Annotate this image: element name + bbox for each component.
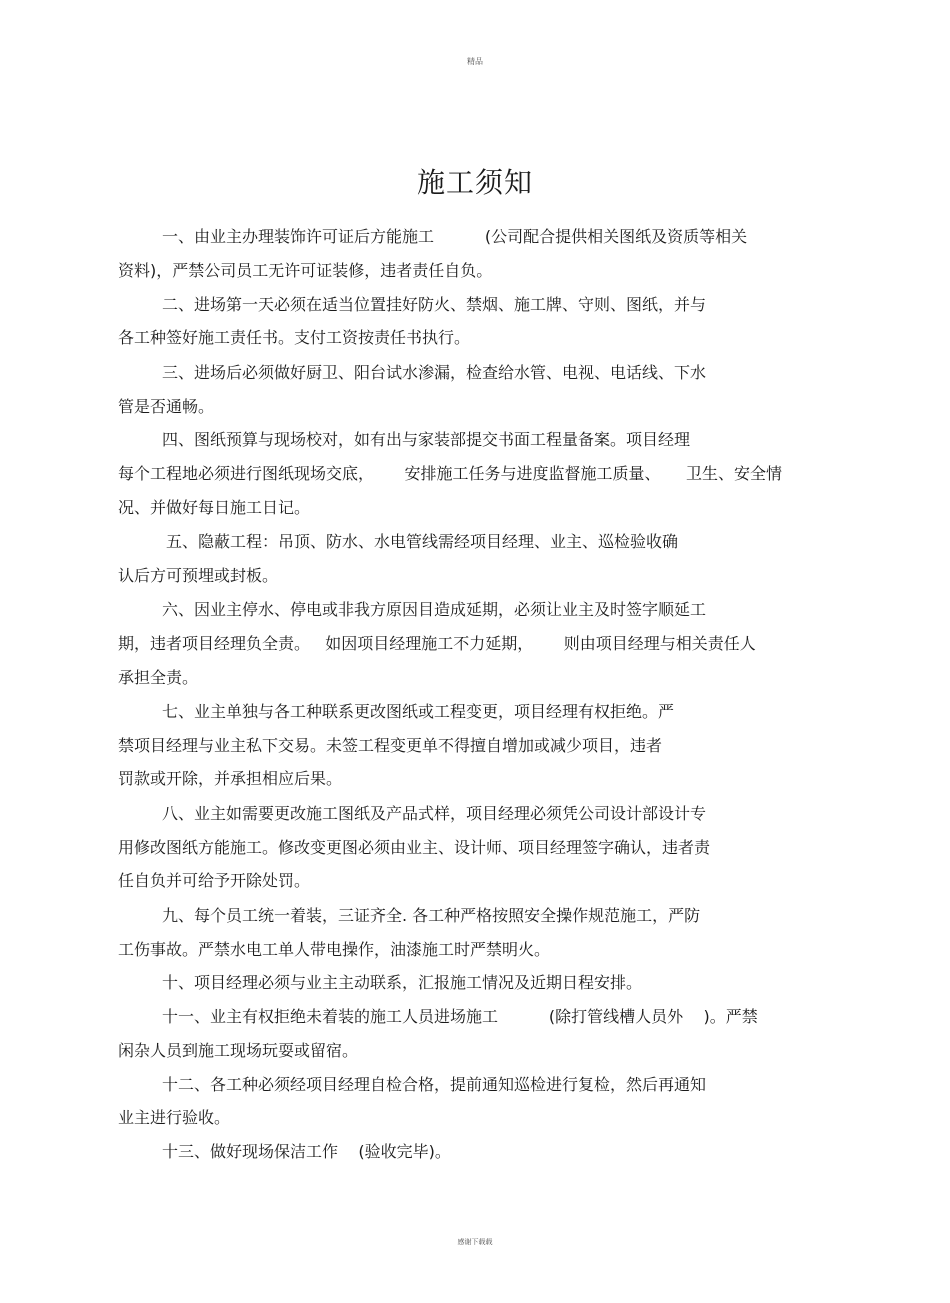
paragraph-line-14: 承担全责。 — [118, 668, 199, 687]
paragraph-line-18: 八、业主如需要更改施工图纸及产品式样，项目经理必须凭公司设计部设计专 — [162, 804, 707, 823]
paragraph-line-15: 七、业主单独与各工种联系更改图纸或工程变更，项目经理有权拒绝。严 — [162, 702, 675, 721]
paragraph-line-5: 三、进场后必须做好厨卫、阳台试水渗漏，检查给水管、电视、电话线、下水 — [162, 363, 707, 382]
header-mark: 精品 — [467, 57, 483, 66]
paragraph-line-9: 况、并做好每日施工日记。 — [118, 498, 311, 517]
paragraph-line-4: 各工种签好施工责任书。支付工资按责任书执行。 — [118, 328, 471, 347]
footer-mark: 感谢下载载 — [457, 1238, 493, 1246]
paragraph-line-21: 九、每个员工统一着装，三证齐全. 各工种严格按照安全操作规范施工，严防 — [162, 906, 701, 925]
paragraph-line-27: 业主进行验收。 — [118, 1108, 231, 1127]
paragraph-line-24: 十一、业主有权拒绝未着装的施工人员进场施工 (除打管线槽人员外 )。严禁 — [162, 1007, 758, 1026]
paragraph-line-25: 闲杂人员到施工现场玩耍或留宿。 — [118, 1041, 359, 1060]
paragraph-line-7: 四、图纸预算与现场校对，如有出与家装部提交书面工程量备案。项目经理 — [162, 430, 691, 449]
paragraph-line-28: 十三、做好现场保洁工作 (验收完毕)。 — [162, 1142, 451, 1161]
paragraph-line-2: 资料)，严禁公司员工无许可证装修，违者责任自负。 — [118, 261, 493, 280]
paragraph-line-3: 二、进场第一天必须在适当位置挂好防火、禁烟、施工牌、守则、图纸，并与 — [162, 295, 707, 314]
paragraph-line-8: 每个工程地必须进行图纸现场交底， 安排施工任务与进度监督施工质量、 卫生、安全情 — [118, 464, 782, 483]
paragraph-line-19: 用修改图纸方能施工。修改变更图必须由业主、设计师、项目经理签字确认，违者责 — [118, 838, 711, 857]
paragraph-line-22: 工伤事故。严禁水电工单人带电操作，油漆施工时严禁明火。 — [118, 940, 551, 959]
paragraph-line-1: 一、由业主办理装饰许可证后方能施工 (公司配合提供相关图纸及资质等相关 — [162, 227, 748, 246]
paragraph-line-26: 十二、各工种必须经项目经理自检合格，提前通知巡检进行复检，然后再通知 — [162, 1075, 707, 1094]
paragraph-line-17: 罚款或开除，并承担相应后果。 — [118, 769, 343, 788]
paragraph-line-12: 六、因业主停水、停电或非我方原因目造成延期，必须让业主及时签字顺延工 — [162, 600, 707, 619]
paragraph-line-23: 十、项目经理必须与业主主动联系，汇报施工情况及近期日程安排。 — [162, 973, 643, 992]
paragraph-line-11: 认后方可预埋或封板。 — [118, 566, 279, 585]
paragraph-line-20: 任自负并可给予开除处罚。 — [118, 871, 311, 890]
paragraph-line-16: 禁项目经理与业主私下交易。未签工程变更单不得擅自增加或减少项目，违者 — [118, 736, 663, 755]
document-title: 施工须知 — [416, 165, 533, 199]
paragraph-line-10: 五、隐蔽工程：吊顶、防水、水电管线需经项目经理、业主、巡检验收确 — [166, 532, 679, 551]
paragraph-line-6: 管是否通畅。 — [118, 397, 215, 416]
paragraph-line-13: 期，违者项目经理负全责。 如因项目经理施工不力延期， 则由项目经理与相关责任人 — [118, 634, 756, 653]
